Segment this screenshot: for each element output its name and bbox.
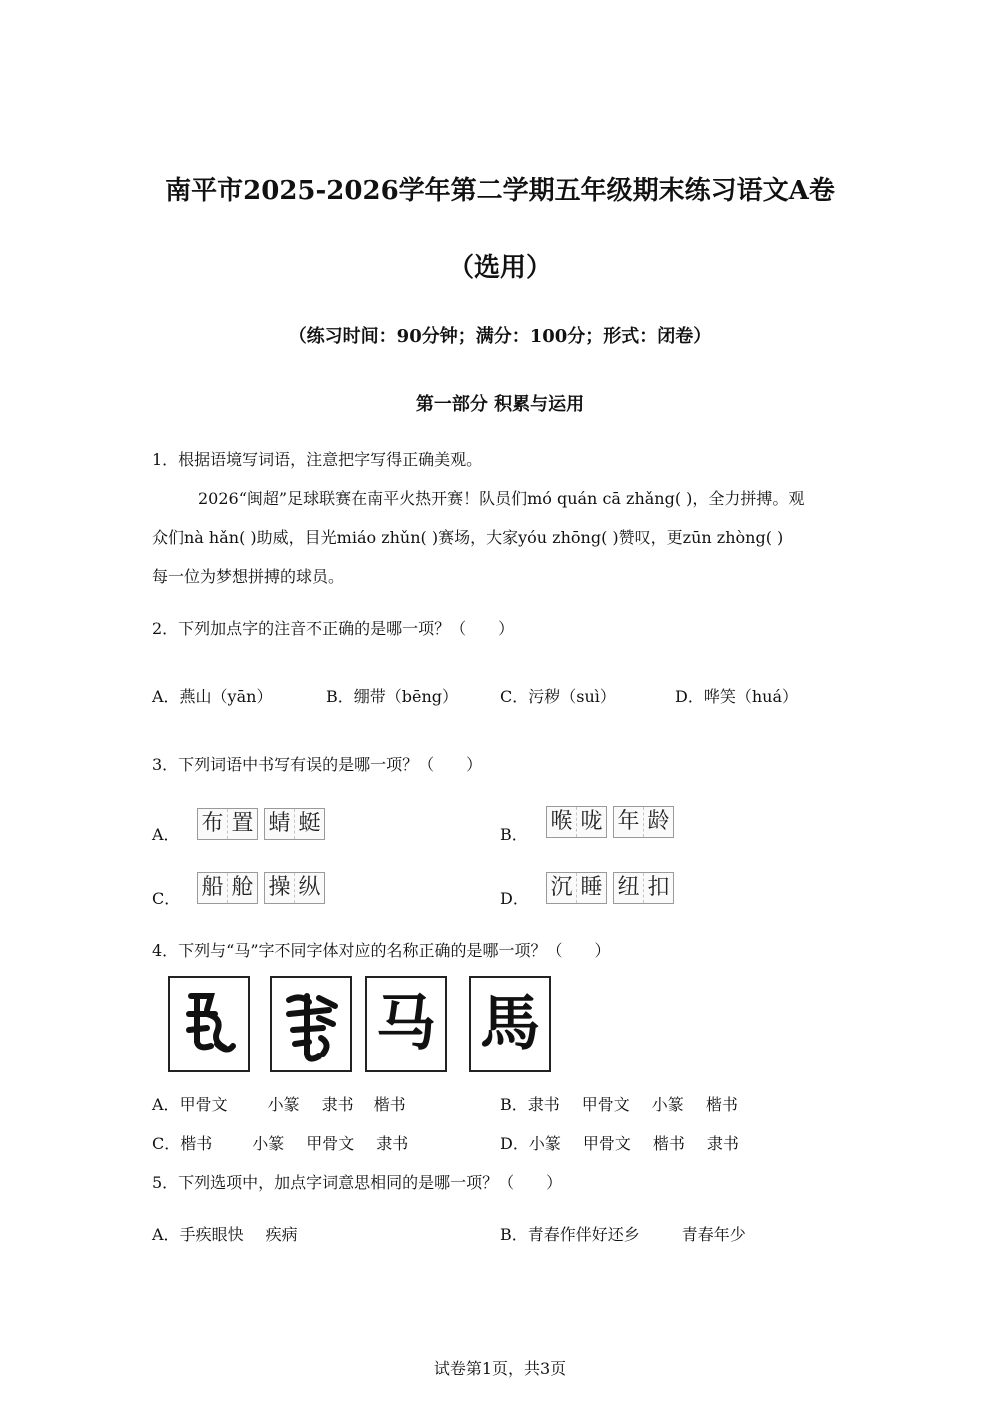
question-3-option-a-words xyxy=(197,808,325,840)
question-5-option-b xyxy=(500,1222,746,1245)
word-card xyxy=(546,806,607,838)
option-item: 楷书 xyxy=(373,1095,406,1114)
option-letter: D． xyxy=(500,1134,529,1153)
question-3-option-c-words xyxy=(197,872,325,904)
option-item: 疾病 xyxy=(265,1225,298,1244)
question-4-option-b xyxy=(500,1092,738,1115)
glyph-clerical-script xyxy=(469,976,551,1072)
question-3-stem: 3．下列词语中书写有误的是哪一项？（ ） xyxy=(152,755,483,774)
question-3-option-d-words xyxy=(546,872,674,904)
option-item: 甲骨文 xyxy=(581,1095,630,1114)
word-card xyxy=(197,808,258,840)
option-item: 隶书 xyxy=(706,1134,739,1153)
option-letter: A． xyxy=(152,1095,180,1114)
question-4-option-c xyxy=(152,1131,408,1154)
word-card xyxy=(613,872,674,904)
exam-info: （练习时间：90分钟；满分：100分；形式：闭卷） xyxy=(288,326,712,347)
word-card xyxy=(546,872,607,904)
option-item: 甲骨文 xyxy=(306,1134,355,1153)
word-char: 沉 xyxy=(547,873,577,903)
question-3-option-c-letter: C． xyxy=(152,889,181,908)
question-4-option-d xyxy=(500,1131,739,1154)
word-char: 年 xyxy=(614,807,644,837)
option-item: 小篆 xyxy=(528,1134,561,1153)
word-char: 纽 xyxy=(614,873,644,903)
word-char: 纵 xyxy=(298,875,321,900)
word-char: 船 xyxy=(198,873,228,903)
section-heading: 第一部分 积累与运用 xyxy=(415,394,585,415)
question-1-passage-line2: 众们nà hǎn( )助威，目光miáo zhǔn( )赛场，大家yóu zhōng( )赞叹，更zūn zhòng( ) xyxy=(152,528,784,547)
question-1-stem: 1．根据语境写词语，注意把字写得正确美观。 xyxy=(152,450,483,469)
question-1-passage-line3: 每一位为梦想拼搏的球员。 xyxy=(152,567,345,586)
horse-seal-glyph-icon xyxy=(177,984,241,1064)
question-4-option-a xyxy=(152,1092,406,1115)
question-2-option-b: B．绷带（bēng） xyxy=(326,687,459,706)
word-card xyxy=(197,872,258,904)
page-footer: 试卷第1页，共3页 xyxy=(433,1359,567,1378)
word-char: 舱 xyxy=(231,875,254,900)
question-3-option-a-letter: A． xyxy=(152,825,180,844)
word-card xyxy=(264,808,325,840)
word-char: 蜻 xyxy=(265,809,295,839)
option-item: 甲骨文 xyxy=(582,1134,631,1153)
word-char: 扣 xyxy=(647,875,670,900)
question-2-option-d: D．哗笑（huá） xyxy=(675,687,798,706)
option-item: 小篆 xyxy=(267,1095,300,1114)
option-letter: C． xyxy=(152,1134,181,1153)
option-letter: A． xyxy=(152,1225,180,1244)
option-item: 手疾眼快 xyxy=(179,1225,244,1244)
option-item: 楷书 xyxy=(180,1134,213,1153)
option-item: 楷书 xyxy=(652,1134,685,1153)
word-char: 蜓 xyxy=(298,811,321,836)
question-3-option-d-letter: D． xyxy=(500,889,529,908)
option-item: 青春作伴好还乡 xyxy=(527,1225,640,1244)
question-5-stem: 5．下列选项中，加点字词意思相同的是哪一项？（ ） xyxy=(152,1173,563,1192)
question-2-option-a: A．燕山（yān） xyxy=(152,687,273,706)
word-char: 置 xyxy=(231,811,254,836)
word-char: 龄 xyxy=(647,809,670,834)
word-char: 喉 xyxy=(547,807,577,837)
word-char: 咙 xyxy=(580,809,603,834)
question-1-passage-line1: 2026“闽超”足球联赛在南平火热开赛！队员们mó quán cā zhǎng( )，全力拼搏。观 xyxy=(198,489,805,508)
glyph-regular-simplified xyxy=(365,976,447,1072)
glyph-regular-char: 马 xyxy=(376,989,436,1059)
question-4-stem: 4．下列与“马”字不同字体对应的名称正确的是哪一项？（ ） xyxy=(152,941,611,960)
option-item: 隶书 xyxy=(376,1134,409,1153)
exam-subtitle: （选用） xyxy=(447,253,552,283)
question-2-stem: 2．下列加点字的注音不正确的是哪一项？（ ） xyxy=(152,619,515,638)
exam-title: 南平市2025-2026学年第二学期五年级期末练习语文A卷 xyxy=(165,176,835,206)
question-5-option-a xyxy=(152,1222,298,1245)
word-card xyxy=(613,806,674,838)
question-3-option-b-words xyxy=(546,806,674,838)
word-char: 睡 xyxy=(580,875,603,900)
option-letter: B． xyxy=(500,1095,528,1114)
glyph-seal-script xyxy=(168,976,250,1072)
option-item: 隶书 xyxy=(321,1095,354,1114)
glyph-oracle-script xyxy=(270,976,352,1072)
option-item: 甲骨文 xyxy=(179,1095,228,1114)
word-char: 布 xyxy=(198,809,228,839)
option-item: 小篆 xyxy=(651,1095,684,1114)
word-char: 操 xyxy=(265,873,295,903)
word-card xyxy=(264,872,325,904)
option-letter: B． xyxy=(500,1225,528,1244)
question-3-option-b-letter: B． xyxy=(500,825,528,844)
option-item: 小篆 xyxy=(252,1134,285,1153)
horse-oracle-glyph-icon xyxy=(279,984,343,1064)
glyph-clerical-char: 馬 xyxy=(480,989,540,1059)
option-item: 隶书 xyxy=(527,1095,560,1114)
option-item: 楷书 xyxy=(705,1095,738,1114)
option-item: 青春年少 xyxy=(681,1225,746,1244)
question-2-option-c: C．污秽（suì） xyxy=(500,687,616,706)
